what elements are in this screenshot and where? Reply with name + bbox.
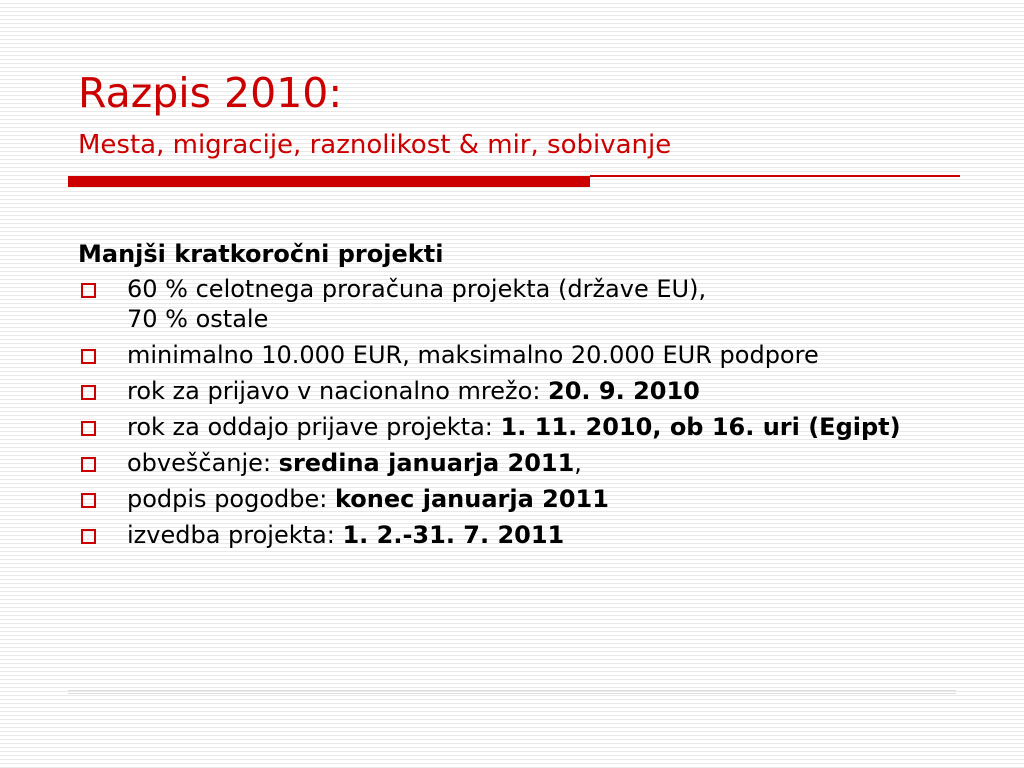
bullet-text: izvedba projekta: <box>127 521 343 549</box>
slide-title: Razpis 2010: <box>78 69 343 117</box>
bullet-date: 1. 2.-31. 7. 2011 <box>342 521 565 549</box>
bullet-date: 1. 11. 2010, ob 16. uri (Egipt) <box>500 413 901 441</box>
bullet-text: rok za prijavo v nacionalno mrežo: <box>127 377 549 405</box>
section-heading: Manjši kratkoročni projekti <box>78 240 444 268</box>
footer-divider <box>68 690 956 694</box>
hollow-square-icon <box>81 529 96 544</box>
hollow-square-icon <box>81 385 96 400</box>
bullet-continuation: 70 % ostale <box>127 305 269 333</box>
hollow-square-icon <box>81 493 96 508</box>
bullet-list <box>78 274 958 550</box>
bullet-date: konec januarja 2011 <box>334 485 609 513</box>
bullet-suffix: , <box>574 449 582 477</box>
slide-subtitle: Mesta, migracije, raznolikost & mir, sobivanje <box>78 130 672 160</box>
bullet-text: minimalno 10.000 EUR, maksimalno 20.000 EUR podpore <box>127 341 819 369</box>
slide-body <box>78 238 958 556</box>
hollow-square-icon <box>81 457 96 472</box>
bullet-item-submission-deadline <box>78 412 958 442</box>
bullet-item-network-deadline <box>78 376 958 406</box>
bullet-item-budget-share <box>78 274 958 334</box>
bullet-date: sredina januarja 2011 <box>278 449 575 477</box>
title-divider-thin <box>590 175 960 177</box>
bullet-date: 20. 9. 2010 <box>548 377 700 405</box>
bullet-item-implementation <box>78 520 958 550</box>
title-divider-thick <box>68 176 590 187</box>
bullet-item-notification <box>78 448 958 478</box>
bullet-text: rok za oddajo prijave projekta: <box>127 413 501 441</box>
bullet-text: obveščanje: <box>127 449 279 477</box>
hollow-square-icon <box>81 421 96 436</box>
hollow-square-icon <box>81 283 96 298</box>
bullet-item-funding-range <box>78 340 958 370</box>
bullet-text: podpis pogodbe: <box>127 485 335 513</box>
bullet-text: 60 % celotnega proračuna projekta (države EU), <box>127 275 707 303</box>
hollow-square-icon <box>81 349 96 364</box>
bullet-item-contract-signing <box>78 484 958 514</box>
